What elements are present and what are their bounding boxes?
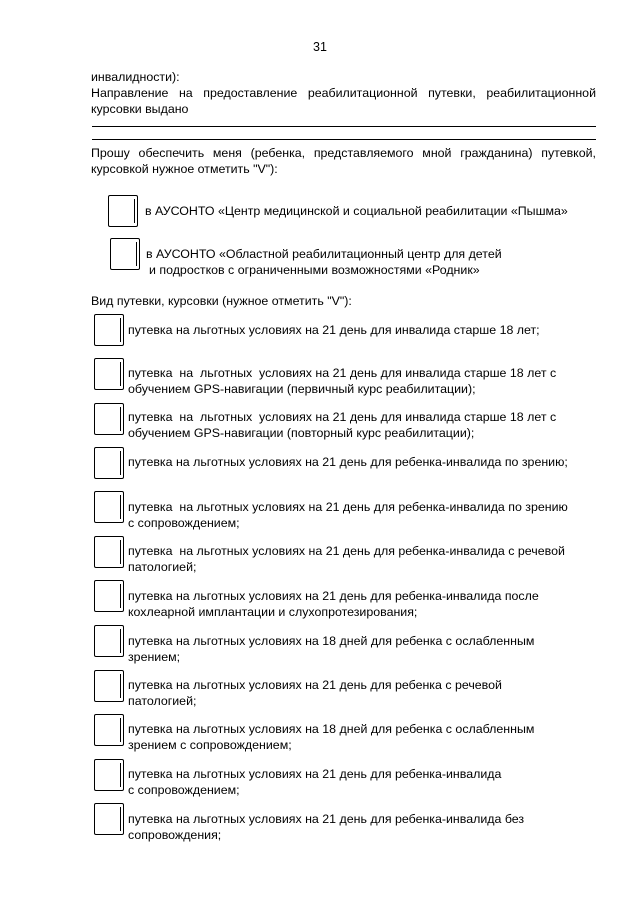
center-label-rodnik [146,246,502,278]
option-label-line: обучением GPS-навигации (первичный курс реабилитации); [128,382,476,396]
option-checkbox-4[interactable] [94,447,124,479]
option-label-line: путевка на льготных условиях на 21 день для ребенка-инвалида [128,767,502,781]
option-checkbox-2[interactable] [94,358,124,390]
option-label-line: путевка на льготных условиях на 21 день для ребенка-инвалида после [128,589,539,603]
option-label-line: зрением; [128,650,181,664]
option-label-4 [128,454,568,470]
option-label-line: путевка на льготных условиях на 21 день для ребенка с речевой [128,678,502,692]
intro-line-3: курсовки выдано [91,102,189,116]
option-label-line: патологией; [128,694,197,708]
option-label-11 [128,766,501,798]
type-heading: Вид путевки, курсовки (нужное отметить "V"): [91,294,352,308]
option-label-line: путевка на льготных условиях на 21 день для ребенка-инвалида с речевой [128,544,565,558]
option-checkbox-5[interactable] [94,491,124,523]
option-checkbox-1[interactable] [94,314,124,346]
center-label-line: и подростков с ограниченными возможностями «Родник» [149,263,480,277]
option-label-line: зрением с сопровождением; [128,738,292,752]
option-label-line: путевка на льготных условиях на 18 дней для ребенка с ослабленным [128,634,535,648]
center-checkbox-pyshma[interactable] [108,195,138,227]
request-line-1: Прошу обеспечить меня (ребенка, представляемого мной гражданина) путевкой, [91,146,596,160]
intro-line-2: Направление на предоставление реабилитационной путевки, реабилитационной [91,86,596,100]
option-label-line: с сопровождением; [128,783,240,797]
request-line-2: курсовкой нужное отметить "V"): [91,162,278,176]
option-label-line: путевка на льготных условиях на 21 день для ребенка-инвалида по зрению [128,500,568,514]
option-checkbox-3[interactable] [94,403,124,435]
option-checkbox-10[interactable] [94,714,124,746]
option-checkbox-12[interactable] [94,803,124,835]
option-label-9 [128,677,502,709]
blank-line-2[interactable] [92,139,596,140]
option-label-line: кохлеарной имплантации и слухопротезирования; [128,605,418,619]
center-label-line: в АУСОНТО «Центр медицинской и социальной реабилитации «Пышма» [145,204,568,218]
blank-line-1[interactable] [92,126,596,127]
option-label-12 [128,811,524,843]
option-label-line: путевка на льготных условиях на 21 день для ребенка-инвалида по зрению; [128,455,568,469]
option-label-10 [128,721,534,753]
option-label-line: путевка на льготных условиях на 18 дней для ребенка с ослабленным [128,722,535,736]
center-checkbox-rodnik[interactable] [110,238,140,270]
option-checkbox-6[interactable] [94,536,124,568]
option-label-line: путевка на льготных условиях на 21 день для ребенка-инвалида без [128,812,525,826]
option-label-7 [128,588,539,620]
option-checkbox-11[interactable] [94,759,124,791]
option-label-5 [128,499,568,531]
option-label-3 [128,409,556,441]
center-label-pyshma [145,203,568,219]
option-label-line: сопровождения; [128,828,222,842]
option-checkbox-8[interactable] [94,625,124,657]
option-label-8 [128,633,534,665]
page-number: 31 [313,40,327,54]
option-label-6 [128,543,565,575]
option-checkbox-7[interactable] [94,580,124,612]
option-label-line: путевка на льготных условиях на 21 день для инвалида старше 18 лет с [128,366,557,380]
option-label-line: патологией; [128,560,197,574]
option-label-line: путевка на льготных условиях на 21 день для инвалида старше 18 лет с [128,410,557,424]
option-label-line: с сопровождением; [128,516,240,530]
option-label-line: обучением GPS-навигации (повторный курс реабилитации); [128,426,475,440]
option-label-1 [128,322,540,338]
intro-line-1: инвалидности): [91,70,180,84]
option-label-2 [128,365,556,397]
option-label-line: путевка на льготных условиях на 21 день для инвалида старше 18 лет; [128,323,540,337]
center-label-line: в АУСОНТО «Областной реабилитационный центр для детей [146,247,502,261]
option-checkbox-9[interactable] [94,670,124,702]
